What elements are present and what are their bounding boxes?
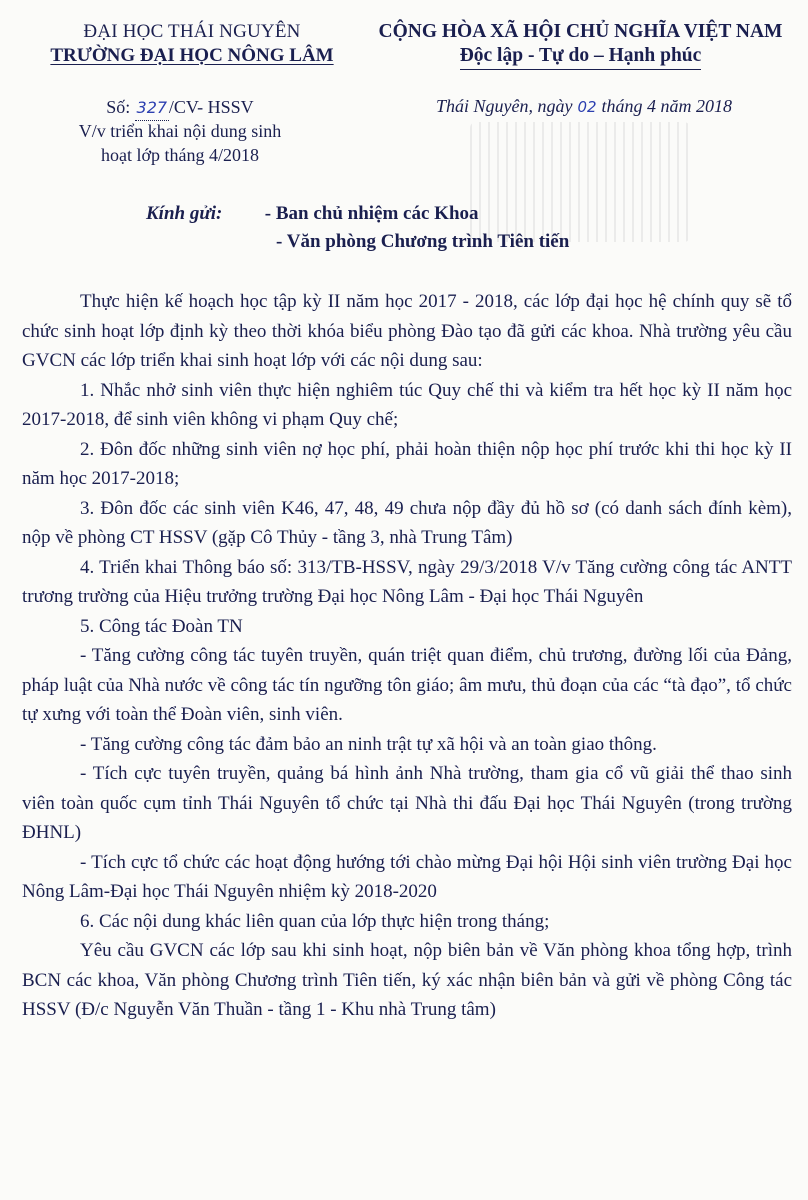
issuer-header: [22, 20, 362, 68]
document-date: [436, 94, 796, 119]
country-name: CỘNG HÒA XÃ HỘI CHỦ NGHĨA VIỆT NAM: [378, 21, 783, 42]
body-item-5-bullet-1: - Tăng cường công tác tuyên truyền, quán triệt quan điểm, chủ trương, đường lối của Đảng, pháp luật của Nhà nước về công tác tín ngưỡng tôn giáo; âm mưu, thủ đoạn của các “tà đạo”, tổ chức tự xưng với toàn thể Đoàn viên, sinh viên.: [22, 645, 792, 725]
body-item-1: 1. Nhắc nhở sinh viên thực hiện nghiêm túc Quy chế thi và kiểm tra hết học kỳ II năm học 2017-2018, để sinh viên không vi phạm Quy chế;: [22, 379, 792, 430]
doc-number-suffix: /CV- HSSV: [168, 97, 254, 117]
date-day-handwritten: 02: [577, 98, 597, 116]
body-item-5: 5. Công tác Đoàn TN: [80, 615, 243, 637]
subject-line-1: V/v triển khai nội dung sinh: [78, 121, 282, 141]
body-item-6: 6. Các nội dung khác liên quan của lớp thực hiện trong tháng;: [80, 910, 550, 932]
doc-number-handwritten: 327: [135, 96, 169, 121]
body-paragraph-intro: Thực hiện kế hoạch học tập kỳ II năm học 2017 - 2018, các lớp đại học hệ chính quy sẽ tổ chức sinh hoạt lớp định kỳ theo thời khóa biểu phòng Đào tạo đã gửi các khoa. Nhà trường yêu cầu GVCN các lớp triển khai sinh hoạt lớp với các nội dung sau:: [22, 291, 792, 371]
body-item-5-bullet-2: - Tăng cường công tác đảm bảo an ninh trật tự xã hội và an toàn giao thông.: [80, 733, 657, 755]
recipient-faculty-boards: - Ban chủ nhiệm các Khoa: [264, 203, 479, 224]
national-motto: Độc lập - Tự do – Hạnh phúc: [460, 44, 702, 70]
body-item-3: 3. Đôn đốc các sinh viên K46, 47, 48, 49 chưa nộp đầy đủ hồ sơ (có danh sách đính kèm), nộp về phòng CT HSSV (gặp Cô Thủy - tầng 3, nhà Trung Tâm): [22, 497, 792, 548]
date-suffix: tháng 4 năm 2018: [601, 96, 732, 116]
issuing-organization-name: TRƯỜNG ĐẠI HỌC NÔNG LÂM: [50, 45, 334, 66]
doc-number-prefix: Số:: [106, 97, 131, 117]
parent-organization: ĐẠI HỌC THÁI NGUYÊN: [83, 21, 301, 42]
document-number: [30, 95, 330, 121]
document-body: [22, 287, 792, 1025]
date-prefix: Thái Nguyên, ngày: [436, 96, 573, 116]
recipient-advanced-program-office: - Văn phòng Chương trình Tiên tiến: [276, 231, 570, 252]
recipients-block: [146, 200, 569, 256]
recipient-row-1: [146, 200, 569, 228]
body-item-2: 2. Đôn đốc những sinh viên nợ học phí, phải hoàn thiện nộp học phí trước khi thi học kỳ II năm học 2017-2018;: [22, 438, 792, 489]
body-item-4: 4. Triển khai Thông báo số: 313/TB-HSSV, ngày 29/3/2018 V/v Tăng cường công tác ANTT trương trường của Hiệu trưởng trường Đại học Nông Lâm - Đại học Thái Nguyên: [22, 556, 792, 607]
body-item-5-bullet-3: - Tích cực tuyên truyền, quảng bá hình ảnh Nhà trường, tham gia cổ vũ giải thể thao sinh viên toàn quốc cụm tỉnh Thái Nguyên tổ chức tại Nhà thi đấu Đại học Thái Nguyên (trong trường ĐHNL): [22, 763, 792, 843]
recipient-row-2: [146, 228, 569, 256]
body-item-5-bullet-4: - Tích cực tổ chức các hoạt động hướng tới chào mừng Đại hội Hội sinh viên trường Đại học Nông Lâm-Đại học Thái Nguyên nhiệm kỳ 2018-2020: [22, 851, 792, 902]
subject-line-2: hoạt lớp tháng 4/2018: [100, 145, 259, 165]
national-motto-header: [368, 20, 793, 70]
body-closing-request: Yêu cầu GVCN các lớp sau khi sinh hoạt, nộp biên bản về Văn phòng khoa tổng hợp, trình BCN các khoa, Văn phòng Chương trình Tiên tiến, ký xác nhận biên bản và gửi về phòng Công tác HSSV (Đ/c Nguyễn Văn Thuần - tầng 1 - Khu nhà Trung tâm): [22, 940, 792, 1020]
issuing-organization: [22, 44, 362, 68]
document-subject: [30, 119, 330, 167]
recipients-label: Kính gửi:: [146, 203, 223, 224]
